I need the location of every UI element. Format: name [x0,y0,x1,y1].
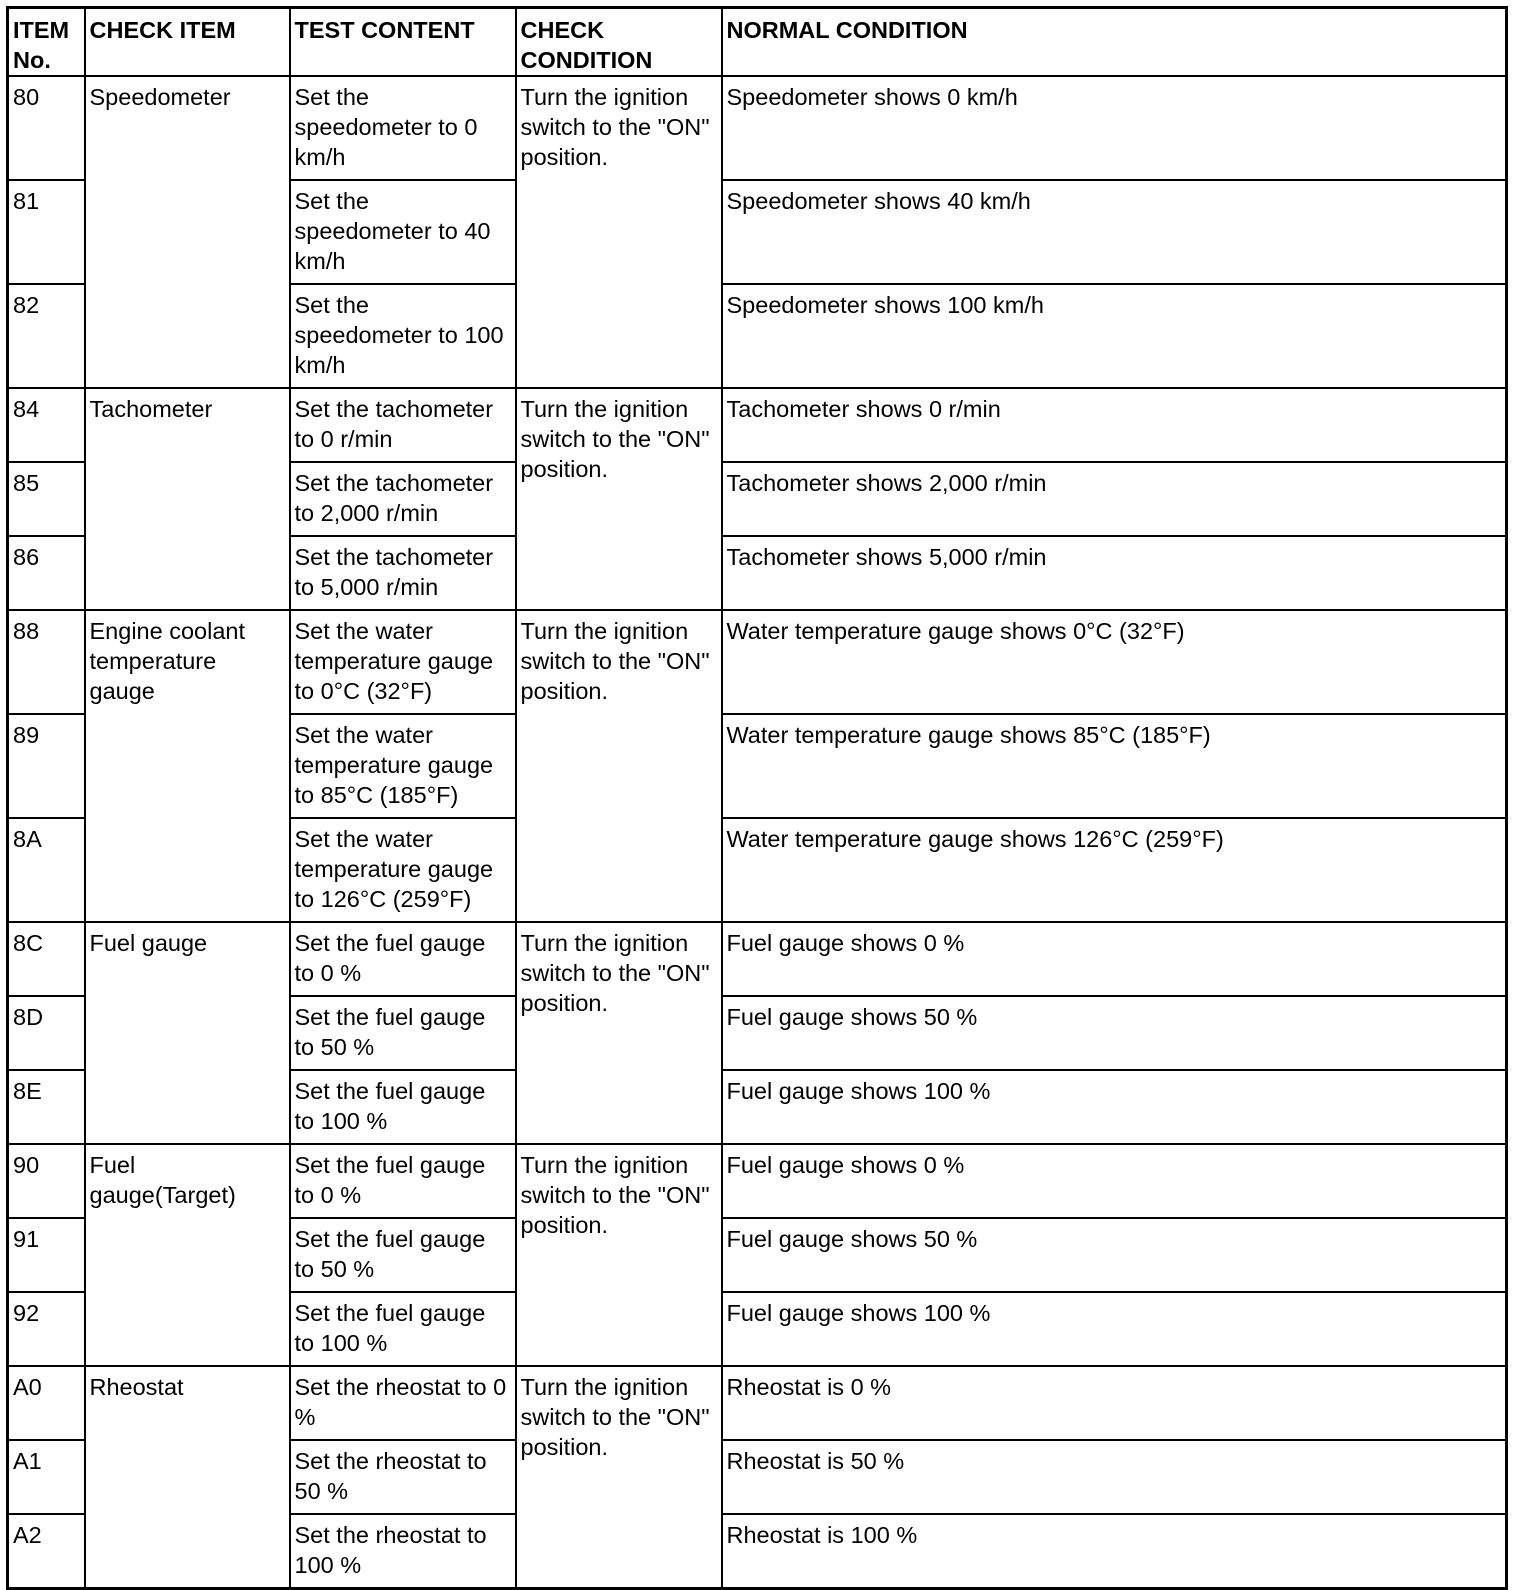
normal-condition-cell: Water temperature gauge shows 126°C (259°F) [722,818,1507,922]
item-no-cell: 81 [8,180,85,284]
table-row [8,1366,1507,1440]
test-content-cell: Set the fuel gauge to 100 % [290,1292,516,1366]
test-content-cell: Set the fuel gauge to 50 % [290,996,516,1070]
normal-condition-cell: Speedometer shows 0 km/h [722,76,1507,180]
normal-condition-cell: Rheostat is 100 % [722,1514,1507,1589]
check-item-cell: Fuel gauge(Target) [85,1144,290,1366]
header-normal-condition: NORMAL CONDITION [722,8,1507,77]
test-content-cell: Set the rheostat to 100 % [290,1514,516,1589]
test-content-cell: Set the fuel gauge to 50 % [290,1218,516,1292]
test-content-cell: Set the rheostat to 50 % [290,1440,516,1514]
item-no-cell: 8C [8,922,85,996]
item-no-cell: 89 [8,714,85,818]
normal-condition-cell: Speedometer shows 40 km/h [722,180,1507,284]
normal-condition-cell: Fuel gauge shows 0 % [722,922,1507,996]
test-content-cell: Set the speedometer to 100 km/h [290,284,516,388]
check-condition-cell: Turn the ignition switch to the "ON" position. [516,1144,722,1366]
item-no-cell: 90 [8,1144,85,1218]
test-content-cell: Set the fuel gauge to 100 % [290,1070,516,1144]
check-condition-cell: Turn the ignition switch to the "ON" position. [516,76,722,388]
test-content-cell: Set the rheostat to 0 % [290,1366,516,1440]
check-condition-cell: Turn the ignition switch to the "ON" position. [516,922,722,1144]
item-no-cell: 91 [8,1218,85,1292]
normal-condition-cell: Fuel gauge shows 100 % [722,1070,1507,1144]
table-row [8,388,1507,462]
item-no-cell: 84 [8,388,85,462]
check-item-cell: Fuel gauge [85,922,290,1144]
test-content-cell: Set the water temperature gauge to 85°C (185°F) [290,714,516,818]
table-row [8,76,1507,180]
check-item-cell: Rheostat [85,1366,290,1589]
check-condition-cell: Turn the ignition switch to the "ON" position. [516,388,722,610]
test-content-cell: Set the water temperature gauge to 126°C (259°F) [290,818,516,922]
item-no-cell: 85 [8,462,85,536]
test-content-cell: Set the speedometer to 40 km/h [290,180,516,284]
test-content-cell: Set the tachometer to 0 r/min [290,388,516,462]
normal-condition-cell: Rheostat is 0 % [722,1366,1507,1440]
table-row [8,610,1507,714]
item-no-cell: A1 [8,1440,85,1514]
item-no-cell: 88 [8,610,85,714]
normal-condition-cell: Tachometer shows 0 r/min [722,388,1507,462]
normal-condition-cell: Fuel gauge shows 100 % [722,1292,1507,1366]
item-no-cell: 80 [8,76,85,180]
check-item-cell: Tachometer [85,388,290,610]
normal-condition-cell: Water temperature gauge shows 0°C (32°F) [722,610,1507,714]
normal-condition-cell: Speedometer shows 100 km/h [722,284,1507,388]
check-condition-cell: Turn the ignition switch to the "ON" position. [516,610,722,922]
header-check-condition: CHECK CONDITION [516,8,722,77]
table-row [8,922,1507,996]
item-no-cell: 82 [8,284,85,388]
item-no-cell: 8A [8,818,85,922]
normal-condition-cell: Water temperature gauge shows 85°C (185°F) [722,714,1507,818]
header-row [8,8,1507,77]
item-no-cell: 8E [8,1070,85,1144]
check-item-cell: Speedometer [85,76,290,388]
normal-condition-cell: Rheostat is 50 % [722,1440,1507,1514]
header-test-content: TEST CONTENT [290,8,516,77]
item-no-cell: 86 [8,536,85,610]
check-condition-cell: Turn the ignition switch to the "ON" position. [516,1366,722,1589]
item-no-cell: 8D [8,996,85,1070]
item-no-cell: A0 [8,1366,85,1440]
inspection-table [6,6,1508,1590]
normal-condition-cell: Fuel gauge shows 50 % [722,1218,1507,1292]
test-content-cell: Set the speedometer to 0 km/h [290,76,516,180]
test-content-cell: Set the tachometer to 2,000 r/min [290,462,516,536]
table-row [8,1144,1507,1218]
item-no-cell: 92 [8,1292,85,1366]
item-no-cell: A2 [8,1514,85,1589]
test-content-cell: Set the water temperature gauge to 0°C (32°F) [290,610,516,714]
normal-condition-cell: Fuel gauge shows 0 % [722,1144,1507,1218]
header-check-item: CHECK ITEM [85,8,290,77]
normal-condition-cell: Tachometer shows 5,000 r/min [722,536,1507,610]
header-item-no: ITEM No. [8,8,85,77]
test-content-cell: Set the fuel gauge to 0 % [290,922,516,996]
normal-condition-cell: Fuel gauge shows 50 % [722,996,1507,1070]
normal-condition-cell: Tachometer shows 2,000 r/min [722,462,1507,536]
test-content-cell: Set the tachometer to 5,000 r/min [290,536,516,610]
test-content-cell: Set the fuel gauge to 0 % [290,1144,516,1218]
check-item-cell: Engine coolant temperature gauge [85,610,290,922]
